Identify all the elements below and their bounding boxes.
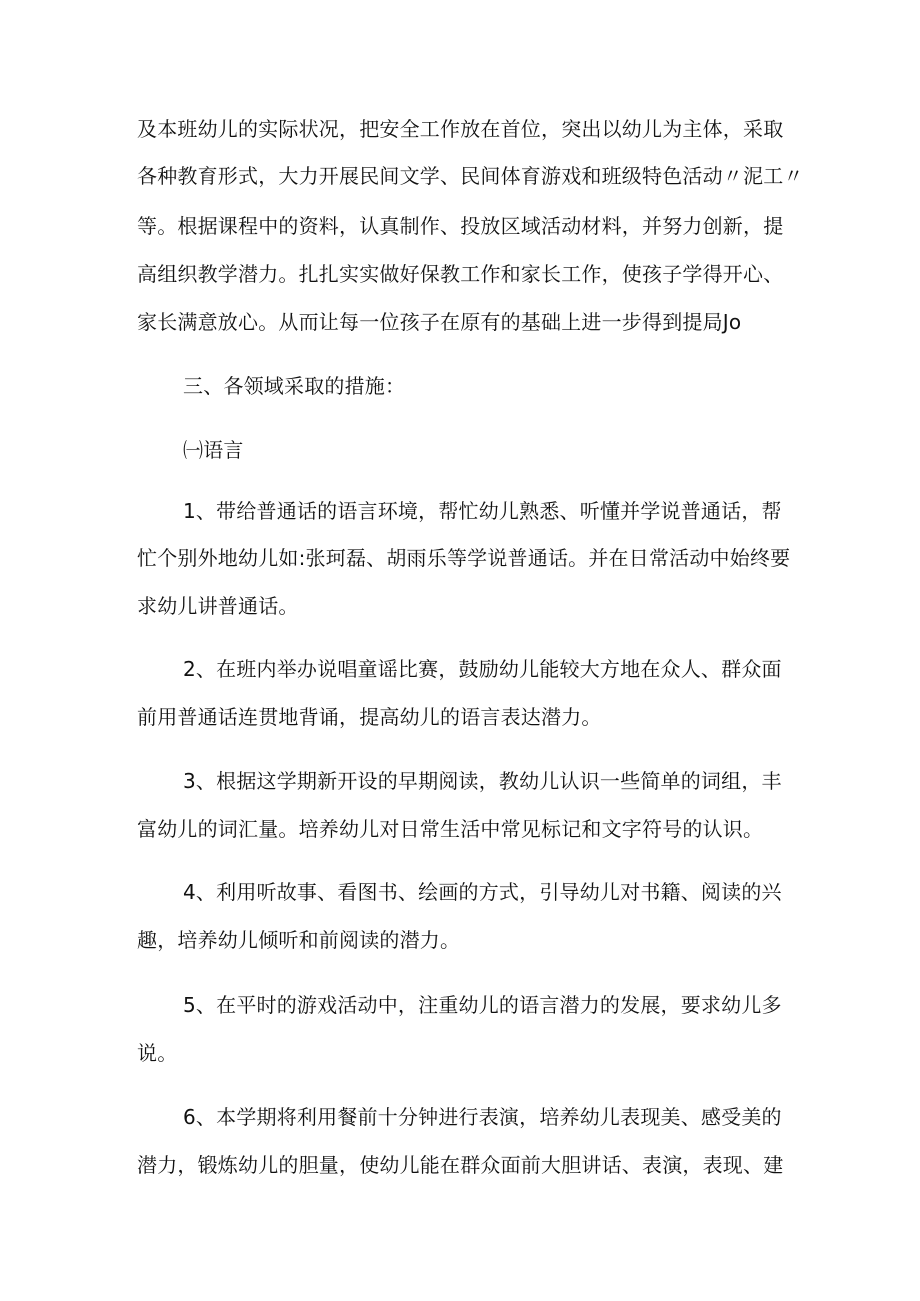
intro-line: 及本班幼儿的实际状况，把安全工作放在首位，突出以幼儿为主体，采取	[137, 117, 784, 141]
item-4-line: 趣，培养幼儿倾听和前阅读的潜力。	[137, 928, 461, 952]
item-2-line: 2、在班内举办说唱童谣比赛，鼓励幼儿能较大方地在众人、群众面	[183, 657, 782, 681]
item-5-line: 5、在平时的游戏活动中，注重幼儿的语言潜力的发展，要求幼儿多	[183, 993, 782, 1017]
item-1-line: 求幼儿讲普通话。	[137, 594, 299, 618]
subsection-heading: ㈠语言	[183, 438, 244, 462]
intro-line: 家长满意放心。从而让每一位孩子在原有的基础上进一步得到提局Jo	[137, 310, 742, 334]
intro-line: 等。根据课程中的资料，认真制作、投放区域活动材料，并努力创新，提	[137, 214, 784, 238]
intro-line: 高组织教学潜力。扎扎实实做好保教工作和家长工作，使孩子学得开心、	[137, 262, 784, 286]
item-3-line: 富幼儿的词汇量。培养幼儿对日常生活中常见标记和文字符号的认识。	[137, 817, 764, 841]
item-1-line: 1、带给普通话的语言环境，帮忙幼儿熟悉、听懂并学说普通话，帮	[183, 499, 782, 523]
item-6-line: 6、本学期将利用餐前十分钟进行表演，培养幼儿表现美、感受美的	[183, 1105, 782, 1129]
item-3-line: 3、根据这学期新开设的早期阅读，教幼儿认识一些简单的词组，丰	[183, 769, 782, 793]
item-6-line: 潜力，锻炼幼儿的胆量，使幼儿能在群众面前大胆讲话、表演，表现、建	[137, 1153, 784, 1177]
item-4-line: 4、利用听故事、看图书、绘画的方式，引导幼儿对书籍、阅读的兴	[183, 880, 782, 904]
section-heading: 三、各领域采取的措施：	[183, 374, 406, 398]
item-2-line: 前用普通话连贯地背诵，提高幼儿的语言表达潜力。	[137, 705, 602, 729]
item-5-line: 说。	[137, 1041, 178, 1065]
intro-line: 各种教育形式，大力开展民间文学、民间体育游戏和班级特色活动〃泥工〃	[137, 164, 804, 188]
item-1-line: 忙个别外地幼儿如:张珂磊、胡雨乐等学说普通话。并在日常活动中始终要	[137, 546, 791, 570]
